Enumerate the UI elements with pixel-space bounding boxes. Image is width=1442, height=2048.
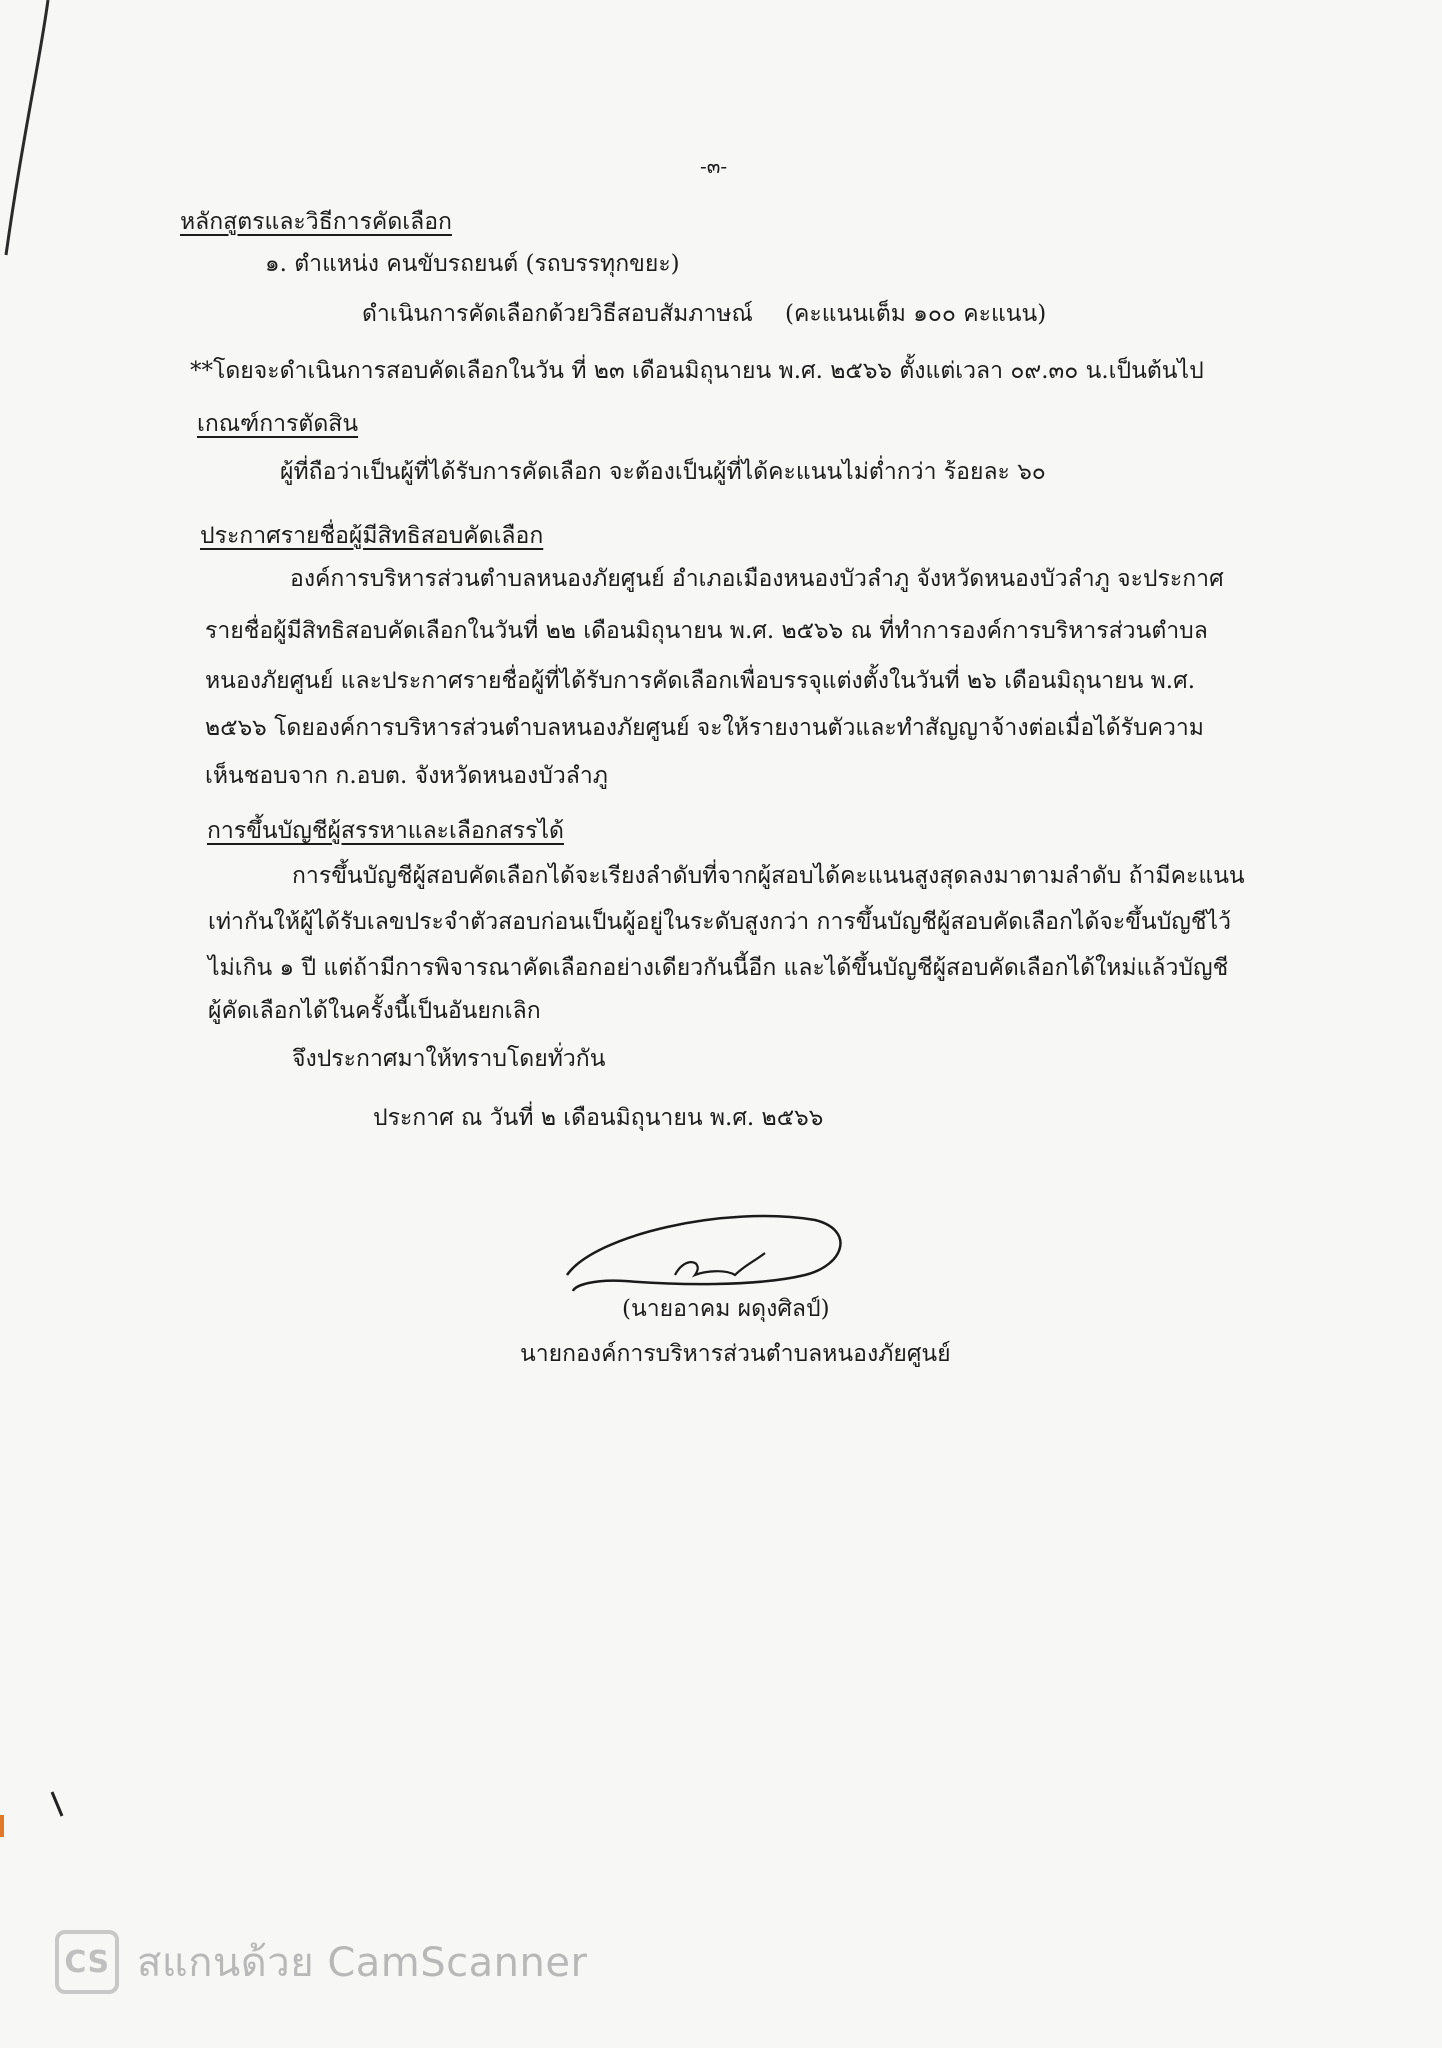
list-line: ไม่เกิน ๑ ปี แต่ถ้ามีการพิจารณาคัดเลือกอย่างเดียวกันนี้อีก และได้ขึ้นบัญชีผู้สอบคัดเลือกได้ใหม่แล้วบัญชี xyxy=(208,955,1229,981)
signer-name: (นายอาคม ผดุงศิลป์) xyxy=(622,1296,830,1322)
method-score: (คะแนนเต็ม ๑๐๐ คะแนน) xyxy=(785,301,1047,327)
announce-line: องค์การบริหารส่วนตำบลหนองภัยศูนย์ อำเภอเมืองหนองบัวลำภู จังหวัดหนองบัวลำภู จะประกาศ xyxy=(290,566,1224,592)
scan-mark xyxy=(48,1790,68,1820)
heading-announce: ประกาศรายชื่อผู้มีสิทธิสอบคัดเลือก xyxy=(200,523,544,549)
scan-edge-mark xyxy=(0,1815,4,1837)
exam-date-line: **โดยจะดำเนินการสอบคัดเลือกในวัน ที่ ๒๓ เดือนมิถุนายน พ.ศ. ๒๕๖๖ ตั้งแต่เวลา ๐๙.๓๐ น.เป็นต้นไป xyxy=(190,358,1204,384)
announce-line: ๒๕๖๖ โดยองค์การบริหารส่วนตำบลหนองภัยศูนย์ จะให้รายงานตัวและทำสัญญาจ้างต่อเมื่อได้รับความ xyxy=(205,715,1204,741)
announced-date: ประกาศ ณ วันที่ ๒ เดือนมิถุนายน พ.ศ. ๒๕๖๖ xyxy=(373,1105,824,1131)
camscanner-watermark xyxy=(55,1930,587,1994)
heading-judgement: เกณฑ์การตัดสิน xyxy=(197,411,359,437)
announce-line: รายชื่อผู้มีสิทธิสอบคัดเลือกในวันที่ ๒๒ เดือนมิถุนายน พ.ศ. ๒๕๖๖ ณ ที่ทำการองค์การบริหารส่วนตำบล xyxy=(205,618,1208,644)
judgement-text: ผู้ที่ถือว่าเป็นผู้ที่ได้รับการคัดเลือก จะต้องเป็นผู้ที่ได้คะแนนไม่ต่ำกว่า ร้อยละ ๖๐ xyxy=(280,459,1046,485)
watermark-text: สแกนด้วย CamScanner xyxy=(137,1940,588,1986)
closing-statement: จึงประกาศมาให้ทราบโดยทั่วกัน xyxy=(292,1046,606,1072)
list-line: ผู้คัดเลือกได้ในครั้งนี้เป็นอันยกเลิก xyxy=(208,998,541,1024)
announce-line: เห็นชอบจาก ก.อบต. จังหวัดหนองบัวลำภู xyxy=(205,763,608,789)
signer-title: นายกองค์การบริหารส่วนตำบลหนองภัยศูนย์ xyxy=(520,1341,951,1367)
camscanner-logo: CS xyxy=(55,1930,119,1994)
scan-edge-shadow xyxy=(0,0,60,260)
method-line: ดำเนินการคัดเลือกด้วยวิธีสอบสัมภาษณ์ xyxy=(362,301,753,327)
signature-image xyxy=(555,1195,855,1305)
heading-criteria: หลักสูตรและวิธีการคัดเลือก xyxy=(180,209,452,235)
page-number: -๓- xyxy=(700,154,728,178)
list-line: เท่ากันให้ผู้ได้รับเลขประจำตัวสอบก่อนเป็นผู้อยู่ในระดับสูงกว่า การขึ้นบัญชีผู้สอบคัดเลือกได้จะขึ้นบัญชีไว้ xyxy=(208,909,1231,935)
position-line: ๑. ตำแหน่ง คนขับรถยนต์ (รถบรรทุกขยะ) xyxy=(265,251,680,277)
heading-list: การขึ้นบัญชีผู้สรรหาและเลือกสรรได้ xyxy=(207,818,564,844)
announce-line: หนองภัยศูนย์ และประกาศรายชื่อผู้ที่ได้รับการคัดเลือกเพื่อบรรจุแต่งตั้งในวันที่ ๒๖ เดือนมิถุนายน พ.ศ. xyxy=(205,668,1196,694)
list-line: การขึ้นบัญชีผู้สอบคัดเลือกได้จะเรียงลำดับที่จากผู้สอบได้คะแนนสูงสุดลงมาตามลำดับ ถ้ามีคะแนน xyxy=(292,863,1245,889)
